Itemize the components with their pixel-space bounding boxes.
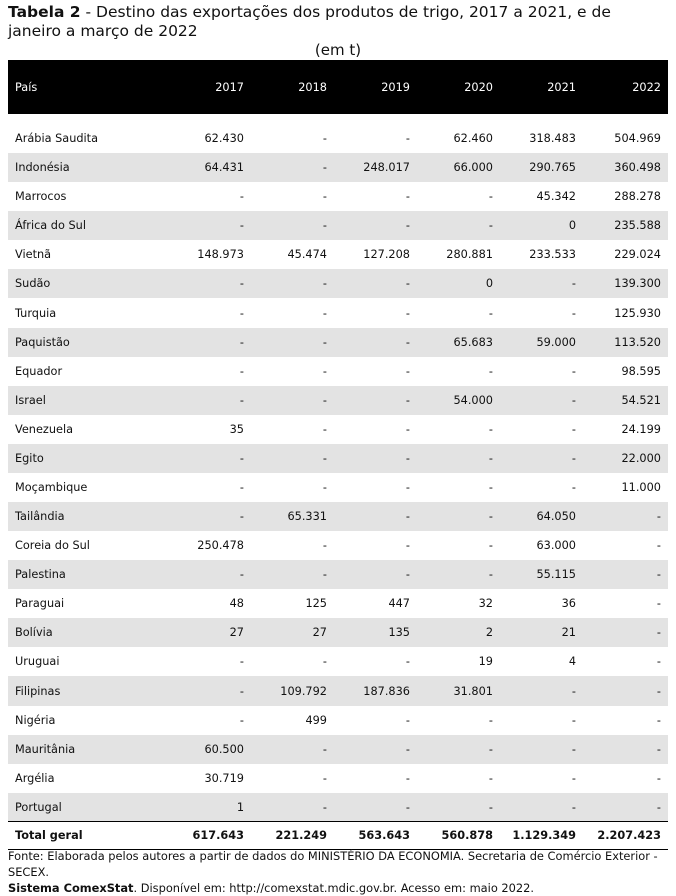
- cell-2022: -: [656, 800, 661, 814]
- cell-2021: 233.533: [529, 248, 576, 262]
- cell-pais: Coreia do Sul: [15, 539, 90, 553]
- cell-2020: 32: [478, 597, 493, 611]
- cell-2019: -: [405, 800, 410, 814]
- cell-2021: -: [571, 422, 576, 436]
- cell-2018: -: [322, 539, 327, 553]
- total-2019: 563.643: [358, 829, 410, 843]
- cell-2018: -: [322, 364, 327, 378]
- cell-2017: 64.431: [204, 161, 244, 175]
- cell-2017: 250.478: [197, 539, 244, 553]
- source-line-1: Fonte: Elaborada pelos autores a partir de dados do MINISTÉRIO DA ECONOMIA. Secretaria de Comércio Exterior -SECEX.: [8, 849, 658, 879]
- cell-2020: -: [488, 306, 493, 320]
- cell-2017: -: [239, 219, 244, 233]
- cell-2020: -: [488, 451, 493, 465]
- cell-2022: 113.520: [614, 335, 661, 349]
- cell-pais: África do Sul: [15, 219, 86, 233]
- source-system-name: Sistema ComexStat: [8, 881, 134, 895]
- total-2020: 560.878: [441, 829, 493, 843]
- cell-pais: Equador: [15, 364, 63, 378]
- cell-2021: 59.000: [536, 335, 576, 349]
- cell-2019: -: [405, 568, 410, 582]
- cell-2017: 35: [229, 422, 244, 436]
- cell-2017: 30.719: [204, 771, 244, 785]
- cell-2019: -: [405, 306, 410, 320]
- cell-2022: 24.199: [621, 422, 661, 436]
- cell-2017: -: [239, 451, 244, 465]
- cell-pais: Vietnã: [15, 248, 52, 262]
- header-2019: 2019: [381, 80, 410, 94]
- header-2018: 2018: [298, 80, 327, 94]
- cell-2021: -: [571, 451, 576, 465]
- cell-2020: -: [488, 422, 493, 436]
- cell-pais: Palestina: [15, 568, 66, 582]
- cell-pais: Tailândia: [15, 510, 65, 524]
- table-total-row: [8, 822, 668, 850]
- cell-2020: -: [488, 539, 493, 553]
- cell-pais: Filipinas: [15, 684, 61, 698]
- cell-2019: -: [405, 190, 410, 204]
- cell-2020: 19: [478, 655, 493, 669]
- cell-pais: Mauritânia: [15, 742, 76, 756]
- cell-2018: -: [322, 277, 327, 291]
- cell-pais: Bolívia: [15, 626, 53, 640]
- cell-2017: -: [239, 713, 244, 727]
- cell-2017: -: [239, 510, 244, 524]
- total-2017: 617.643: [192, 829, 244, 843]
- cell-2020: 280.881: [446, 248, 493, 262]
- cell-2019: -: [405, 335, 410, 349]
- total-label: Total geral: [15, 829, 83, 843]
- cell-2020: 62.460: [453, 132, 493, 146]
- cell-2020: -: [488, 742, 493, 756]
- cell-2022: 235.588: [614, 219, 661, 233]
- cell-2020: 54.000: [453, 393, 493, 407]
- table-row: [8, 647, 668, 676]
- header-pais: País: [15, 80, 38, 94]
- cell-2018: -: [322, 219, 327, 233]
- cell-2022: -: [656, 568, 661, 582]
- cell-2020: -: [488, 219, 493, 233]
- cell-2018: -: [322, 800, 327, 814]
- table-row: [8, 589, 668, 618]
- cell-2019: -: [405, 132, 410, 146]
- cell-2018: -: [322, 190, 327, 204]
- total-2022: 2.207.423: [597, 829, 661, 843]
- cell-2018: -: [322, 132, 327, 146]
- cell-2019: -: [405, 277, 410, 291]
- cell-2021: -: [571, 800, 576, 814]
- cell-2018: -: [322, 393, 327, 407]
- cell-2021: -: [571, 364, 576, 378]
- cell-2018: -: [322, 422, 327, 436]
- cell-2020: -: [488, 364, 493, 378]
- cell-2017: -: [239, 364, 244, 378]
- cell-2018: -: [322, 335, 327, 349]
- cell-2021: 63.000: [536, 539, 576, 553]
- cell-2022: -: [656, 597, 661, 611]
- cell-2018: 27: [312, 626, 327, 640]
- source-line-2: [8, 880, 670, 896]
- table-row: [8, 502, 668, 531]
- cell-2019: -: [405, 451, 410, 465]
- header-2022: 2022: [632, 80, 661, 94]
- cell-2019: -: [405, 742, 410, 756]
- cell-2019: -: [405, 771, 410, 785]
- cell-2019: -: [405, 480, 410, 494]
- cell-2020: 31.801: [453, 684, 493, 698]
- cell-2020: 2: [485, 626, 493, 640]
- cell-2018: 65.331: [287, 510, 327, 524]
- table-row: [8, 560, 668, 589]
- table-row: [8, 124, 668, 153]
- table-title: [8, 3, 668, 41]
- table-row: [8, 269, 668, 298]
- cell-2017: 60.500: [204, 742, 244, 756]
- cell-2022: -: [656, 771, 661, 785]
- cell-2020: 65.683: [453, 335, 493, 349]
- cell-2020: -: [488, 568, 493, 582]
- cell-2021: -: [571, 480, 576, 494]
- cell-2022: -: [656, 684, 661, 698]
- cell-2018: -: [322, 771, 327, 785]
- exports-table: [8, 60, 668, 850]
- cell-2022: -: [656, 655, 661, 669]
- cell-2022: 98.595: [621, 364, 661, 378]
- cell-2021: -: [571, 771, 576, 785]
- cell-2022: 360.498: [614, 161, 661, 175]
- cell-2017: -: [239, 306, 244, 320]
- cell-2022: -: [656, 539, 661, 553]
- cell-2021: 4: [568, 655, 576, 669]
- cell-2021: -: [571, 684, 576, 698]
- table-row: [8, 153, 668, 182]
- cell-2019: -: [405, 219, 410, 233]
- cell-2021: 64.050: [536, 510, 576, 524]
- cell-2022: -: [656, 626, 661, 640]
- cell-pais: Marrocos: [15, 190, 67, 204]
- cell-pais: Arábia Saudita: [15, 132, 99, 146]
- cell-pais: Paquistão: [15, 335, 70, 349]
- table-row: [8, 793, 668, 822]
- cell-2020: -: [488, 771, 493, 785]
- cell-2022: 11.000: [621, 480, 661, 494]
- cell-2017: -: [239, 655, 244, 669]
- table-row: [8, 676, 668, 705]
- cell-2017: 62.430: [204, 132, 244, 146]
- table-body: [8, 114, 668, 822]
- source-availability: . Disponível em: http://comexstat.mdic.gov.br. Acesso em: maio 2022.: [133, 881, 535, 895]
- table-title-label: Tabela 2: [8, 3, 81, 21]
- cell-2019: -: [405, 655, 410, 669]
- table-row: [8, 531, 668, 560]
- cell-pais: Turquia: [15, 306, 57, 320]
- table-row: [8, 735, 668, 764]
- table-header-row: [8, 60, 668, 114]
- cell-2019: 187.836: [363, 684, 410, 698]
- cell-2018: -: [322, 480, 327, 494]
- cell-2022: -: [656, 742, 661, 756]
- table-row: [8, 386, 668, 415]
- table-row: [8, 328, 668, 357]
- cell-2021: 45.342: [536, 190, 576, 204]
- cell-2022: 54.521: [621, 393, 661, 407]
- table-row: [8, 357, 668, 386]
- table-spacer: [8, 114, 668, 124]
- cell-pais: Israel: [15, 393, 46, 407]
- cell-2021: -: [571, 277, 576, 291]
- cell-pais: Venezuela: [15, 422, 74, 436]
- cell-2019: -: [405, 539, 410, 553]
- cell-2017: -: [239, 684, 244, 698]
- table-title-text: - Destino das exportações dos produtos de trigo, 2017 a 2021, e de janeiro a março de 2022: [8, 3, 611, 40]
- cell-2017: 1: [236, 800, 244, 814]
- cell-2019: -: [405, 393, 410, 407]
- cell-2018: -: [322, 655, 327, 669]
- cell-2022: 125.930: [614, 306, 661, 320]
- header-2017: 2017: [215, 80, 244, 94]
- cell-pais: Moçambique: [15, 480, 88, 494]
- cell-pais: Portugal: [15, 800, 62, 814]
- cell-2017: -: [239, 568, 244, 582]
- cell-2017: -: [239, 335, 244, 349]
- cell-2021: -: [571, 306, 576, 320]
- cell-pais: Uruguai: [15, 655, 60, 669]
- table-row: [8, 473, 668, 502]
- cell-2021: 318.483: [529, 132, 576, 146]
- cell-2021: -: [571, 393, 576, 407]
- total-2018: 221.249: [275, 829, 327, 843]
- cell-2022: 288.278: [614, 190, 661, 204]
- cell-2022: -: [656, 713, 661, 727]
- cell-2017: -: [239, 190, 244, 204]
- table-row: [8, 706, 668, 735]
- cell-2022: 22.000: [621, 451, 661, 465]
- cell-2021: -: [571, 713, 576, 727]
- table-row: [8, 211, 668, 240]
- cell-2021: 36: [561, 597, 576, 611]
- source-note: [8, 848, 670, 896]
- cell-2018: -: [322, 568, 327, 582]
- cell-2022: -: [656, 510, 661, 524]
- header-2021: 2021: [547, 80, 576, 94]
- cell-2021: 21: [561, 626, 576, 640]
- cell-pais: Nigéria: [15, 713, 56, 727]
- table-row: [8, 415, 668, 444]
- cell-2020: -: [488, 800, 493, 814]
- cell-2017: 27: [229, 626, 244, 640]
- cell-2019: 135: [388, 626, 410, 640]
- cell-pais: Paraguai: [15, 597, 65, 611]
- cell-2019: -: [405, 422, 410, 436]
- cell-2019: -: [405, 510, 410, 524]
- cell-2019: -: [405, 364, 410, 378]
- cell-2021: 0: [568, 219, 576, 233]
- cell-pais: Sudão: [15, 277, 51, 291]
- table-row: [8, 240, 668, 269]
- cell-2017: 148.973: [197, 248, 244, 262]
- cell-2017: -: [239, 480, 244, 494]
- cell-2018: 45.474: [287, 248, 327, 262]
- cell-2020: 66.000: [453, 161, 493, 175]
- cell-2019: -: [405, 713, 410, 727]
- cell-2020: -: [488, 480, 493, 494]
- cell-2020: 0: [485, 277, 493, 291]
- cell-pais: Indonésia: [15, 161, 70, 175]
- total-2021: 1.129.349: [512, 829, 576, 843]
- cell-pais: Egito: [15, 451, 44, 465]
- cell-2018: 109.792: [280, 684, 327, 698]
- cell-2017: 48: [229, 597, 244, 611]
- cell-2018: -: [322, 742, 327, 756]
- cell-2019: 248.017: [363, 161, 410, 175]
- cell-2018: -: [322, 451, 327, 465]
- table-row: [8, 618, 668, 647]
- cell-2018: 125: [305, 597, 327, 611]
- table-row: [8, 764, 668, 793]
- cell-2021: 290.765: [529, 161, 576, 175]
- cell-2022: 139.300: [614, 277, 661, 291]
- cell-2022: 504.969: [614, 132, 661, 146]
- cell-2017: -: [239, 277, 244, 291]
- table-row: [8, 298, 668, 327]
- cell-2019: 127.208: [363, 248, 410, 262]
- cell-2021: 55.115: [536, 568, 576, 582]
- header-2020: 2020: [464, 80, 493, 94]
- cell-2020: -: [488, 510, 493, 524]
- cell-2017: -: [239, 393, 244, 407]
- cell-2018: -: [322, 306, 327, 320]
- cell-2018: 499: [305, 713, 327, 727]
- cell-2018: -: [322, 161, 327, 175]
- cell-2020: -: [488, 713, 493, 727]
- cell-2021: -: [571, 742, 576, 756]
- cell-2022: 229.024: [614, 248, 661, 262]
- cell-pais: Argélia: [15, 771, 55, 785]
- unit-label: (em t): [314, 41, 362, 59]
- table-row: [8, 182, 668, 211]
- cell-2019: 447: [388, 597, 410, 611]
- table-row: [8, 444, 668, 473]
- cell-2020: -: [488, 190, 493, 204]
